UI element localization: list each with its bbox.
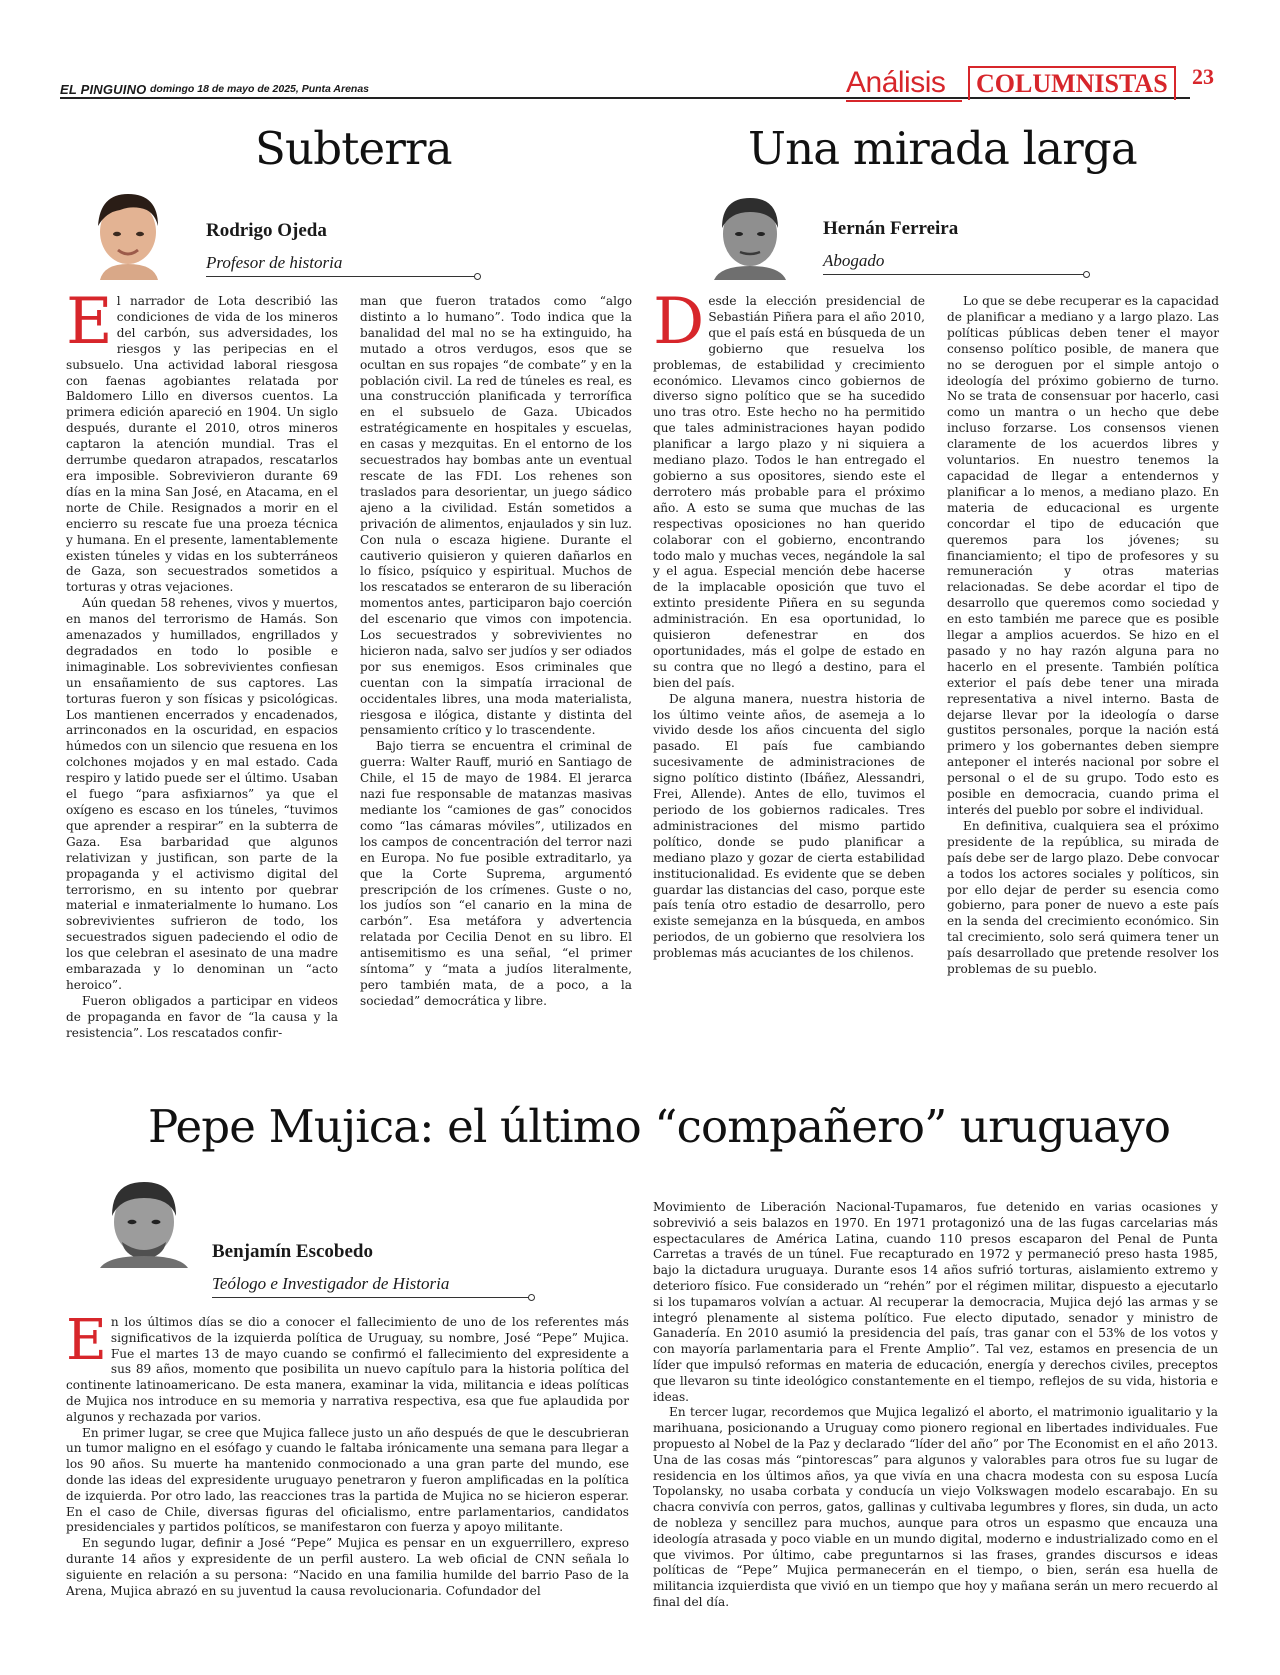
masthead-logo: EL PINGUINO — [60, 82, 147, 97]
article3-title: Pepe Mujica: el último “compañero” uruguayo — [148, 1100, 1171, 1153]
article2-author-role: Abogado — [823, 251, 885, 270]
article1-author-rule — [206, 276, 476, 277]
paragraph: n los últimos días se dio a conocer el fallecimiento de uno de los referentes más significativos de la izquierda política de Uruguay, su nombre, José “Pepe” Mujica. Fue el martes 13 de mayo cuando se confirmó el fallecimiento del expresidente a sus 89 años, momento que posibilita un nuevo capítulo para la historia política del continente latinoamericano. De esta manera, examinar la vida, militancia e ideas políticas de Mujica nos introduce en su memoria y narrativa respectiva, esa que fue aplaudida por algunos y rechazada por varios. — [66, 1315, 629, 1424]
article1-author-photo — [70, 188, 190, 280]
article3-author-rule — [212, 1297, 530, 1298]
article2-author-rule — [823, 274, 1085, 275]
article3-column-1 — [66, 1308, 629, 1599]
analisis-underline — [846, 100, 962, 102]
article1-column-1 — [66, 285, 338, 1042]
paragraph: man que fueron tratados como “algo distinto a lo humano”. Todo indica que la banalidad del mal no se ha extinguido, ha mutado a otros verdugos, esos que se ocultan en sus ropajes “de combate” y en la población civil. La red de túneles es real, es una construcción planificada y terrorífica en el subsuelo de Gaza. Ubicados estratégicamente en hospitales y escuelas, en casas y mezquitas. En el entorno de los secuestrados hay bombas ante un eventual rescate de las FDI. Los rehenes son traslados para desorientar, un juego sádico ajeno a la civilidad. Están sometidos a privación de alimentos, enjaulados y sin luz. Con nula o escaza higiene. Durante el cautiverio quisieron y quieren dañarlos en lo físico, psíquico y espiritual. Muchos de los rescatados se enteraron de su liberación momentos antes, participaron bajo coerción del escenario que vimos con impotencia. Los secuestrados y sobrevivientes no hicieron nada, salvo ser judíos y ser odiados por sus enemigos. Esos criminales que cuentan con la simpatía irracional de occidentales libres, una moda materialista, riesgosa e ilógica, distante y distinta del pensamiento crítico y lo trascendente. — [360, 294, 632, 738]
paragraph: Aún quedan 58 rehenes, vivos y muertos, en manos del terrorismo de Hamás. Son amenazados y humillados, engrillados y degradados en todo lo posible e inimaginable. Los sobrevivientes confiesan un ensañamiento de sus captores. Las torturas fueron y son físicas y psicológicas. Los mantienen encerrados y encadenados, arrinconados en la oscuridad, en espacios húmedos con un silencio que resuena en los colchones mojados y en mal estado. Cada respiro y latido puede ser el último. Usaban el fuego “para asfixiarnos” ya que el oxígeno es escaso en los túneles, “tuvimos que aprender a respirar” en la subterra de Gaza. Esa barbaridad que algunos relativizan y justifican, son parte de la propaganda y el activismo digital del terrorismo, en su intento por quebrar material e inmaterialmente lo humano. Los sobrevivientes sufrieron de todo, los secuestrados siguen padeciendo el odio de los que celebran el asesinato de una madre embarazada y lo denominan un “acto heroico”. — [66, 596, 338, 992]
section-analisis: Análisis — [846, 66, 946, 99]
paragraph: De alguna manera, nuestra historia de los último veinte años, de asemeja a lo vivido desde los años cincuenta del siglo pasado. El país fue cambiando sucesivamente de administraciones de signo político distinto (Ibáñez, Alessandri, Frei, Allende). Antes de ello, tuvimos el periodo de los gobiernos radicales. Tres administraciones del mismo partido político, donde se pudo planificar a mediano plazo y gozar de cierta estabilidad institucionalidad. Es evidente que se deben guardar las distancias del caso, porque este país tenía otro estadio de desarrollo, pero existe semejanza en la búsqueda, en ambos periodos, de un gobierno que resolviera los problemas más acuciantes de los chilenos. — [653, 691, 925, 961]
article3-column-2 — [653, 1200, 1218, 1611]
article2-column-1 — [653, 285, 925, 962]
article1-title: Subterra — [255, 122, 452, 175]
paragraph: Lo que se debe recuperar es la capacidad de planificar a mediano y a largo plazo. Las políticas públicas deben tener el mayor consenso político posible, de manera que no se deroguen por el simple antojo o ideología del próximo gobierno de turno. No se trata de consensuar por hacerlo, casi como un mantra o un hecho que debe incluso forzarse. Los consensos vienen claramente de los acuerdos libres y voluntarios. En nuestro tenemos la capacidad de llegar a entendernos y planificar a lo menos, a mediano plazo. En materia de educacional es urgente concordar el tipo de educación que queremos para los jóvenes; su financiamiento; el tipo de profesores y su remuneración y otras materias relacionadas. Se debe acordar el tipo de desarrollo que queremos como sociedad y en esto también me parece que es posible llegar a amplios acuerdos. Se hizo en el pasado y no hay razón alguna para no hacerlo en el presente. También política exterior el país debe tener una mirada representativa a nivel interno. Basta de dejarse llevar por la ideología o darse gustitos personales, porque la nación está primero y los gobernantes deben siempre anteponer el interés nacional por sobre el personal o el de su grupo. Todo esto es posible en democracia, cuando prima el interés del pueblo por sobre el individual. — [947, 294, 1219, 817]
article3-author-role: Teólogo e Investigador de Historia — [212, 1274, 450, 1293]
paragraph: En definitiva, cualquiera sea el próximo presidente de la república, su mirada de país debe ser de largo plazo. Debe convocar a todos los actores sociales y políticos, sin por ello dejar de perder su esencia como gobierno, para poner de nuevo a este país en la senda del crecimiento económico. Sin tal crecimiento, solo será quimera tener un país desarrollado que pretende resolver los problemas de su pueblo. — [947, 818, 1219, 977]
paragraph: Fueron obligados a participar en videos de propaganda en favor de “la causa y la resistencia”. Los rescatados confir- — [66, 993, 338, 1040]
article2-dropcap: D — [653, 285, 705, 359]
paragraph: Bajo tierra se encuentra el criminal de guerra: Walter Rauff, murió en Santiago de Chile, el 15 de mayo de 1984. El jerarca nazi fue responsable de matanzas masivas mediante los “camiones de gas” conocidos como “las cámaras móviles”, utilizados en los campos de concentración del terror nazi en Europa. No fue posible extraditarlo, ya que la Corte Suprema, argumentó prescripción de los crímenes. Guste o no, los judíos son “el canario en la mina de carbón”. Esa metáfora y advertencia relatada por Cecilia Denot en su libro. El antisemitismo es una señal, “el primer síntoma” y “mata a judíos literalmente, pero también mata, de a poco, a la sociedad” democrática y libre. — [360, 739, 632, 1008]
page-number: 23 — [1192, 64, 1214, 89]
article2-column-2 — [947, 294, 1219, 978]
paragraph: l narrador de Lota describió las condiciones de vida de los mineros del carbón, sus adversidades, los riesgos y las peripecias en el subsuelo. Una actividad laboral riesgosa con faenas agobiantes relatada por Baldomero Lillo en diversos cuentos. La primera edición apareció en 1904. Un siglo después, durante el 2010, otros mineros captaron la atención mundial. Tras el derrumbe quedaron atrapados, rescatarlos era imposible. Sobrevivieron durante 69 días en la mina San José, en Atacama, en el norte de Chile. Resignados a morir en el encierro su rescate fue una proeza técnica y humana. En el presente, lamentablemente existen túneles y vidas en los subterráneos de Gaza, son secuestrados sometidos a torturas y otras vejaciones. — [66, 294, 338, 595]
article1-author-role: Profesor de historia — [206, 253, 343, 272]
article2-author-name: Hernán Ferreira — [823, 218, 959, 239]
paragraph: En tercer lugar, recordemos que Mujica legalizó el aborto, el matrimonio igualitario y la marihuana, posicionando a Uruguay como pionero regional en libertades individuales. Fue propuesto al Nobel de la Paz y declarado “líder del año” por The Economist en el año 2013. Una de las cosas más “pintorescas” para algunos y valorables para otros fue su lugar de residencia en los últimos años, ya que vivía en una chacra modesta con su esposa Lucía Topolansky, no usaba corbata y conducía un viejo Volkswagen modelo escarabajo. En su chacra convivía con perros, gatos, gallinas y cultivaba legumbres y flores, sin duda, un acto de nobleza y sencillez para muchos, aunque para otros un espasmo que encauza una ideología atrasada y poco viable en un mundo digital, moderno e industrializado como en el que vivimos. Por último, cabe preguntarnos si las frases, grandes discursos e ideas políticas de “Pepe” Mujica permanecerán en el tiempo, o bien, serán esa huella de militancia izquierdista que vivió en un tiempo que hoy y mañana serán un mero recuerdo al final del día. — [653, 1405, 1218, 1609]
article3-author-photo — [78, 1172, 208, 1268]
article2-title: Una mirada larga — [748, 122, 1137, 175]
article1-dropcap: E — [66, 285, 113, 359]
paragraph: En segundo lugar, definir a José “Pepe” Mujica es pensar en un exguerrillero, expreso durante 14 años y expresidente de un perfil austero. La web oficial de CNN señala lo siguiente en relación a su persona: “Nacido en una familia humilde del barrio Paso de la Arena, Mujica abrazó en su juventud la causa revolucionaria. Cofundador del — [66, 1536, 629, 1598]
section-columnistas: COLUMNISTAS — [968, 66, 1176, 100]
article1-column-2 — [360, 294, 632, 1010]
article2-author-photo — [690, 188, 810, 280]
paragraph: esde la elección presidencial de Sebastián Piñera para el año 2010, que el país está en búsqueda de un gobierno que resuelva los problemas, de estabilidad y crecimiento económico. Llevamos cinco gobiernos de diverso signo político que se ha sucedido uno tras otro. Este hecho no ha permitido que tales administraciones hayan podido planificar a largo plazo y ni siquiera a mediano plazo. Todos le han entregado el gobierno a sus opositores, siendo este el derrotero más probable para el próximo año. A esto se suma que muchas de las respectivas oposiciones no han querido colaborar con el gobierno, encontrando todo malo y muchas veces, negándole la sal y el agua. Especial mención debe hacerse de la implacable oposición que tuvo el extinto presidente Piñera en su segunda administración. En esa oportunidad, lo quisieron defenestrar en dos oportunidades, más el golpe de estado en su contra que no llegó a destino, para el bien del país. — [653, 294, 925, 690]
article1-author-name: Rodrigo Ojeda — [206, 220, 327, 241]
paragraph: En primer lugar, se cree que Mujica fallece justo un año después de que le descubrieran un tumor maligno en el esófago y cuando le faltaba irónicamente una semana para llegar a los 90 años. Su muerte ha mantenido conmocionado a una gran parte del mundo, ese donde las ideas del expresidente uruguayo penetraron y fueron amplificadas en la política de izquierda. Por otro lado, las reacciones tras la partida de Mujica no se hicieron esperar. En el caso de Chile, diversas figuras del oficialismo, entre parlamentarios, candidatos presidenciales y partidos políticos, se manifestaron con fuerza y apoyo militante. — [66, 1425, 629, 1535]
paragraph: Movimiento de Liberación Nacional-Tupamaros, fue detenido en varias ocasiones y sobrevivió a seis balazos en 1970. En 1971 protagonizó una de las fugas carcelarias más espectaculares de América Latina, cuando 110 presos escaparon del Penal de Punta Carretas a través de un túnel. Fue recapturado en 1972 y permaneció preso hasta 1985, bajo la dictadura uruguaya. Durante esos 14 años sufrió torturas, aislamiento extremo y deterioro físico. Fue considerado un “rehén” por el régimen militar, dispuesto a ejecutarlo si los tupamaros volvían a actuar. Al recuperar la democracia, Mujica dejó las armas y se integró plenamente al sistema político. Fue electo diputado, senador y ministro de Ganadería. En 2010 asumió la presidencia del país, tras ganar con el 53% de los votos y con mayoría parlamentaria para el Frente Amplio”. Tal vez, estamos en presencia de un líder que impulsó reformas en materia de educación, energía y derechos civiles, preceptos que llevaron su tinte ideológico constantemente en el tiempo, reflejos de su vida, historia e ideas. — [653, 1200, 1218, 1404]
article3-dropcap: E — [66, 1308, 107, 1373]
article3-author-name: Benjamín Escobedo — [212, 1241, 373, 1262]
dateline: domingo 18 de mayo de 2025, Punta Arenas — [150, 83, 370, 95]
